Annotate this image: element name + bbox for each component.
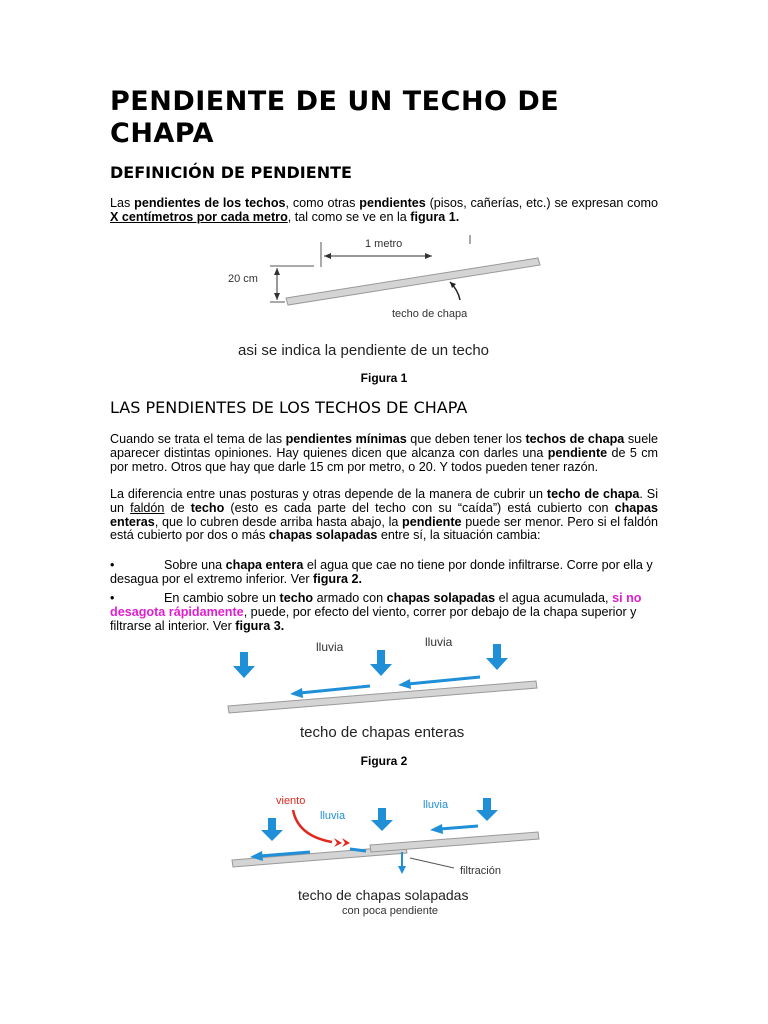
figure-2-rain-label-1: lluvia <box>316 640 344 654</box>
bullet-icon: • <box>110 591 115 605</box>
figure-1-roof-label: techo de chapa <box>392 308 468 320</box>
paragraph-difference: La diferencia entre unas posturas y otras depende de la manera de cubrir un techo de chapa. Si un faldón de techo (esto es cada parte del techo con su “caída”) está cubierto con chapas enteras, que lo cubren desde arriba hasta abajo, la pendiente puede ser menor. Pero si el faldón está cubierto por dos o más chapas solapadas entre sí, la situación cambia: <box>110 487 659 543</box>
wind-chevrons <box>334 838 350 847</box>
figure-1-height-label: 20 cm <box>228 273 258 285</box>
figure-1-subtitle: asi se indica la pendiente de un techo <box>238 342 490 359</box>
figure-3-rain-label-2: lluvia <box>423 799 449 811</box>
figure-2-diagram <box>110 632 658 742</box>
figure-3-subtitle: techo de chapas solapadas <box>298 887 469 903</box>
figure-3-wind-label: viento <box>276 795 306 807</box>
page-title: PENDIENTE DE UN TECHO DE CHAPA <box>110 86 560 149</box>
paragraph-opinions: Cuando se trata el tema de las pendientes mínimas que deben tener los techos de chapa suele aparecer distintas opiniones. Hay quienes dicen que alcanza con darles una pendiente de 5 cm por metro. Otros que hay que darle 15 cm por metro, o 20. Y todos pueden tener razón. <box>110 432 659 474</box>
figure-1-diagram <box>110 232 658 362</box>
figure-1-meter-label: 1 metro <box>365 238 403 250</box>
figure-1-caption: Figura 1 <box>360 371 408 385</box>
figure-3-diagram <box>110 790 658 920</box>
figure-3-rain-label-1: lluvia <box>320 810 346 822</box>
figure-2-caption: Figura 2 <box>360 754 408 768</box>
bullet-item-overlapping-sheets: • En cambio sobre un techo armado con chapas solapadas el agua acumulada, si no desagota rápidamente, puede, por efecto del viento, correr por debajo de la chapa superior y filtrarse al interior. Ver figura 3. <box>110 591 642 633</box>
figure-2-subtitle: techo de chapas enteras <box>300 724 465 741</box>
figure-3-subtitle-2: con poca pendiente <box>342 905 439 917</box>
section-heading-roof-slopes: LAS PENDIENTES DE LOS TECHOS DE CHAPA <box>110 398 468 417</box>
rain-arrows <box>233 644 508 678</box>
bullet-item-whole-sheet: • Sobre una chapa entera el agua que cae no tiene por donde infiltrarse. Corre por ella y desagua por el extremo inferior. Ver figura 2. <box>110 558 653 586</box>
bullet-icon: • <box>110 558 115 572</box>
paragraph-definition: Las pendientes de los techos, como otras pendientes (pisos, cañerías, etc.) se expresan como X centímetros por cada metro, tal como se ve en la figura 1. <box>110 196 658 224</box>
section-heading-definition: DEFINICIÓN DE PENDIENTE <box>110 163 352 182</box>
figure-3-filtration-label: filtración <box>460 865 501 877</box>
figure-2-rain-label-2: lluvia <box>425 635 453 649</box>
